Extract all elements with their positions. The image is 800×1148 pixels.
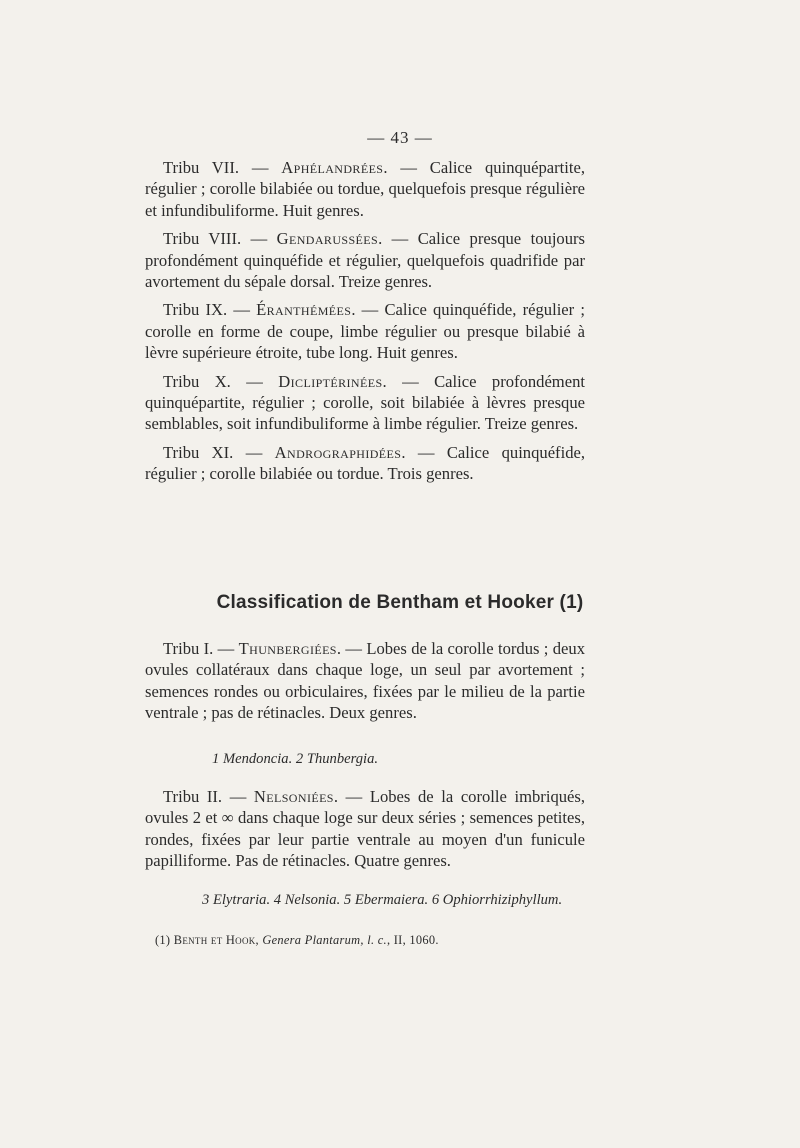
tribes-block-1 <box>145 157 585 485</box>
footnote-mark: (1) <box>155 933 174 947</box>
footnote-reference: , II, 1060. <box>386 933 439 947</box>
footnote-work: Genera Plantarum, l. c. <box>262 933 387 947</box>
tribe-number: Tribu II. <box>163 787 223 806</box>
page-number: — 43 — <box>367 128 433 147</box>
tribe-name: Thunbergiées <box>238 639 337 658</box>
section-heading: Classification de Bentham et Hooker (1) <box>216 592 584 613</box>
tribe-paragraph: Tribu X. — Dicliptérinées. — Calice profondément quinquépartite, régulier ; corolle, soit bilabiée à lèvres presque semblables, soit infundibuliforme à limbe régulier. Treize genres. <box>145 371 585 434</box>
tribe-number: Tribu XI. <box>163 442 234 462</box>
tribe-number: Tribu IX. <box>163 300 228 320</box>
tribe-name: Gendarussées <box>276 229 379 249</box>
tribe-paragraph: Tribu XI. — Andrographidées. — Calice quinquéfide, régulier ; corolle bilabiée ou tordue. Trois genres. <box>145 442 586 484</box>
tribe-paragraph: Tribu I. — Thunbergiées. — Lobes de la corolle tordus ; deux ovules collatéraux dans chaque loge, un seul par avortement ; semences rondes ou orbiculaires, fixées par le milieu de la partie ventrale ; pas de rétinacles. Deux genres. <box>145 639 586 723</box>
tribe-description: Calice profondément quinquépartite, régulier ; corolle, soit bilabiée à lèvres presque semblables, soit infundibuliforme à limbe régulier. Treize genres. <box>145 371 585 434</box>
tribe-number: Tribu VIII. <box>163 229 242 249</box>
tribe-description: Calice quinquéfide, régulier ; corolle bilabiée ou tordue. Trois genres. <box>145 442 586 484</box>
tribe-block-thunbergiees <box>145 638 585 724</box>
tribe-paragraph: Tribu VIII. — Gendarussées. — Calice presque toujours profondément quinquéfide et régulier, quelquefois quadrifide par avortement du sépale dorsal. Treize genres. <box>145 229 586 292</box>
tribe-number: Tribu VII. <box>163 158 239 177</box>
tribe-description: Lobes de la corolle tordus ; deux ovules collatéraux dans chaque loge, un seul par avortement ; semences rondes ou orbiculaires, fixées par le milieu de la partie ventrale ; pas de rétinacles. Deux genres. <box>145 639 586 723</box>
genera-list: 1 Mendoncia. 2 Thunbergia. <box>212 751 379 767</box>
tribe-name: Dicliptérinées <box>278 371 383 391</box>
footnote: (1) Benth et Hook, Genera Plantarum, l. c., II, 1060. <box>155 933 439 947</box>
footnote-authors: Benth et Hook <box>173 933 256 947</box>
tribe-name: Aphélandrées <box>281 158 384 177</box>
tribe-description: Calice presque toujours profondément quinquéfide et régulier, quelquefois quadrifide par avortement du sépale dorsal. Treize genres. <box>145 229 586 292</box>
genera-list: 3 Elytraria. 4 Nelsonia. 5 Ebermaiera. 6 Ophiorrhiziphyllum. <box>202 892 563 908</box>
tribe-description: Calice quinquéfide, régulier ; corolle en forme de coupe, limbe régulier ou presque bilabié à lèvre supérieure étroite, tube long. Huit genres. <box>145 300 585 363</box>
tribe-paragraph: Tribu IX. — Éranthémées. — Calice quinquéfide, régulier ; corolle en forme de coupe, limbe régulier ou presque bilabié à lèvre supérieure étroite, tube long. Huit genres. <box>145 300 585 363</box>
tribe-description: Lobes de la corolle imbriqués, ovules 2 et ∞ dans chaque loge sur deux séries ; semences petites, rondes, fixées par leur partie ventrale au moyen d'un funicule papilliforme. Pas de rétinacles. Quatre genres. <box>145 787 586 871</box>
tribe-number: Tribu I. <box>163 639 214 658</box>
tribe-name: Andrographidées <box>274 442 402 462</box>
tribe-paragraph: Tribu VII. — Aphélandrées. — Calice quinquépartite, régulier ; corolle bilabiée ou tordue, quelquefois presque régulière et infundibuliforme. Huit genres. <box>145 158 585 220</box>
tribe-number: Tribu X. <box>163 371 231 391</box>
tribe-block-nelsoniees <box>145 786 585 872</box>
tribe-name: Nelsoniées <box>253 787 334 806</box>
tribe-description: Calice quinquépartite, régulier ; corolle bilabiée ou tordue, quelquefois presque régulière et infundibuliforme. Huit genres. <box>145 158 585 220</box>
tribe-name: Éranthémées <box>256 300 352 320</box>
tribe-paragraph: Tribu II. — Nelsoniées. — Lobes de la corolle imbriqués, ovules 2 et ∞ dans chaque loge sur deux séries ; semences petites, rondes, fixées par leur partie ventrale au moyen d'un funicule papilliforme. Pas de rétinacles. Quatre genres. <box>145 787 586 871</box>
